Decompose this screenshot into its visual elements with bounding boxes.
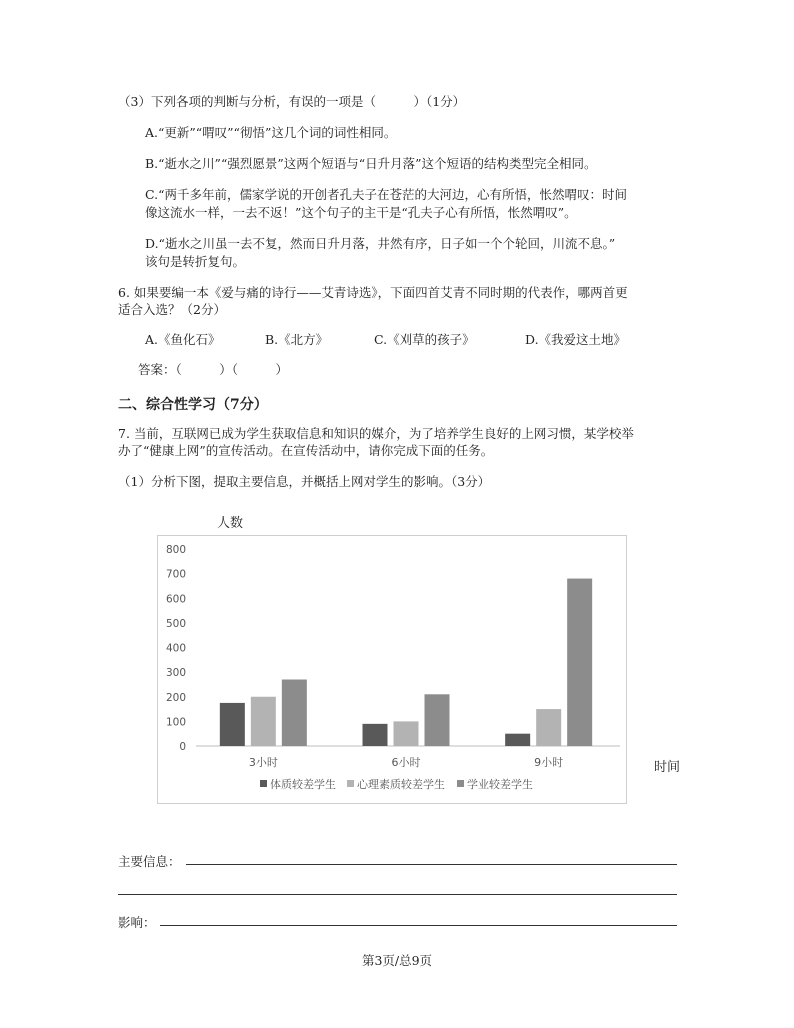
bar-心理素质较差学生	[536, 709, 561, 746]
y-tick-label: 200	[165, 691, 186, 704]
bar-学业较差学生	[567, 579, 592, 746]
y-tick-label: 700	[165, 568, 186, 581]
q3-option-d-line1: D.“逝水之川虽一去不复，然而日升月落，井然有序，日子如一个个轮回，川流不息。”	[145, 236, 616, 251]
y-tick-label: 400	[165, 642, 186, 655]
bar-体质较差学生	[220, 703, 245, 746]
main-info-label: 主要信息：	[118, 854, 181, 869]
q3-option-c-line2: 像这流水一样，一去不返！”这个句子的主干是“孔夫子心有所悟，怅然喟叹”。	[145, 205, 577, 220]
bar-chart	[157, 535, 627, 804]
q3-option-c-line1: C.“两千多年前，儒家学说的开创者孔夫子在苍茫的大河边，心有所悟，怅然喟叹：时间	[145, 187, 627, 202]
q6-option-b: B.《北方》	[265, 332, 329, 347]
y-tick-label: 500	[165, 617, 186, 630]
bar-心理素质较差学生	[251, 697, 276, 746]
bar-学业较差学生	[425, 694, 450, 746]
effect-answer-line[interactable]	[160, 925, 677, 926]
main-info-answer-line[interactable]	[186, 864, 677, 865]
bar-心理素质较差学生	[394, 721, 419, 746]
effect-label: 影响：	[118, 915, 156, 930]
section-2-heading: 二、综合性学习（7分）	[118, 397, 268, 413]
y-tick-label: 300	[165, 667, 186, 680]
q3-option-d-line2: 该句是转折复句。	[145, 254, 246, 269]
q6-stem-line2: 适合入选？（2分）	[118, 302, 226, 317]
y-tick-label: 0	[179, 741, 186, 753]
x-tick-label: 6小时	[391, 756, 421, 769]
y-tick-label: 100	[165, 716, 186, 729]
q3-option-b: B.“逝水之川”“强烈愿景”这两个短语与“日升月落”这个短语的结构类型完全相同。	[145, 156, 597, 171]
legend-swatch	[457, 780, 464, 787]
q6-option-c: C.《刈草的孩子》	[374, 332, 475, 347]
q7-subquestion-1: （1）分析下图，提取主要信息，并概括上网对学生的影响。（3分）	[118, 474, 491, 489]
q6-stem-line1: 6. 如果要编一本《爱与痛的诗行——艾青诗选》，下面四首艾青不同时期的代表作，哪两首更	[118, 285, 628, 300]
q7-stem-line1: 7. 当前，互联网已成为学生获取信息和知识的媒介，为了培养学生良好的上网习惯，某学校举	[118, 426, 634, 441]
legend-label: 心理素质较差学生	[357, 778, 445, 791]
bar-chart-svg	[158, 536, 626, 803]
q6-option-d: D.《我爱这土地》	[525, 332, 627, 347]
chart-y-axis-label: 人数	[217, 516, 244, 531]
legend-swatch	[260, 780, 267, 787]
legend-swatch	[347, 780, 354, 787]
legend-label: 学业较差学生	[467, 778, 533, 791]
y-tick-label: 600	[165, 593, 186, 606]
q7-stem-line2: 办了“健康上网”的宣传活动。在宣传活动中，请你完成下面的任务。	[118, 443, 494, 458]
q3-option-a: A.“更新”“喟叹”“彻悟”这几个词的词性相同。	[145, 125, 397, 140]
legend-label: 体质较差学生	[270, 778, 336, 791]
q6-option-a: A.《鱼化石》	[145, 332, 221, 347]
main-info-answer-line-2[interactable]	[118, 894, 677, 895]
x-tick-label: 9小时	[534, 756, 564, 769]
q3-stem: （3）下列各项的判断与分析，有误的一项是（ ）（1分）	[118, 94, 466, 109]
bar-学业较差学生	[282, 680, 307, 746]
bar-体质较差学生	[363, 724, 388, 746]
y-tick-label: 800	[165, 544, 186, 556]
x-tick-label: 3小时	[248, 756, 278, 769]
q6-answer: 答案：（ ）（ ）	[138, 362, 289, 377]
chart-x-axis-label: 时间	[654, 760, 681, 775]
page-footer: 第3页/总9页	[361, 953, 433, 968]
bar-体质较差学生	[505, 734, 530, 746]
